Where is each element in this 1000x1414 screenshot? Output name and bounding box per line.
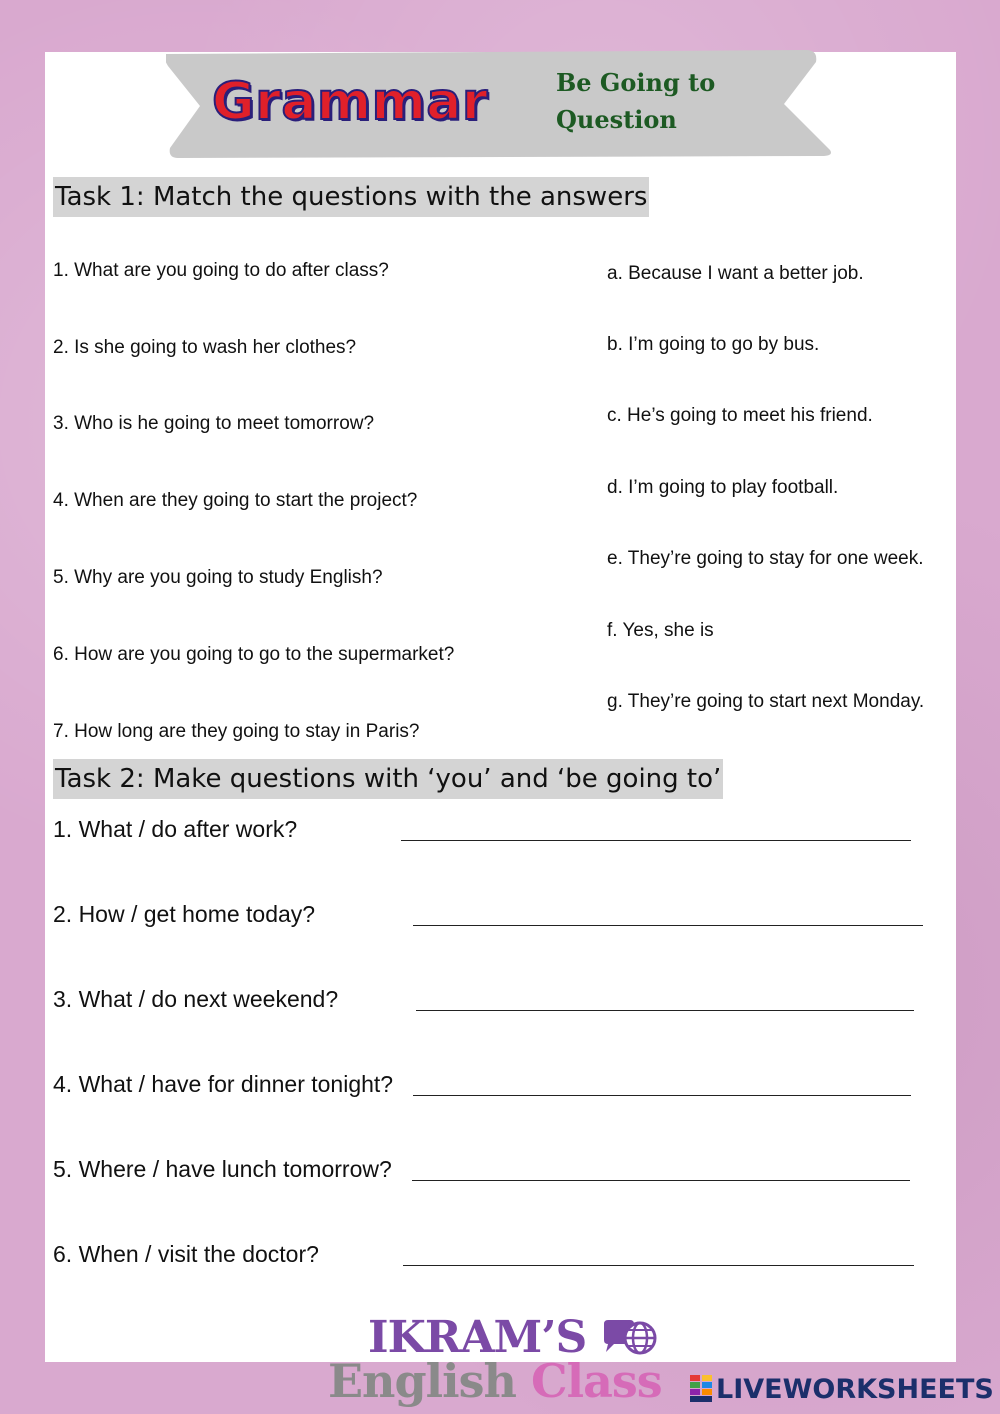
ikrams-english-class-logo bbox=[328, 1310, 668, 1410]
logo-english: English bbox=[328, 1354, 516, 1408]
logo-class: Class bbox=[530, 1354, 662, 1408]
task1-question: 7. How long are they going to stay in Paris? bbox=[53, 721, 420, 742]
task2-item: 4. What / have for dinner tonight? bbox=[53, 1071, 394, 1097]
page-subtitle bbox=[556, 64, 776, 138]
task1-answer: e. They’re going to stay for one week. bbox=[607, 548, 924, 569]
answer-line[interactable] bbox=[416, 1010, 914, 1011]
answer-line[interactable] bbox=[413, 925, 923, 926]
task1-question: 2. Is she going to wash her clothes? bbox=[53, 337, 357, 358]
answer-line[interactable] bbox=[413, 1095, 911, 1096]
task2-item: 5. Where / have lunch tomorrow? bbox=[53, 1156, 392, 1182]
task2-item: 3. What / do next weekend? bbox=[53, 986, 339, 1012]
task1-question: 6. How are you going to go to the supermarket? bbox=[53, 644, 455, 665]
task2-item: 6. When / visit the doctor? bbox=[53, 1241, 319, 1267]
task1-answer: g. They’re going to start next Monday. bbox=[607, 691, 925, 712]
logo-line-2 bbox=[328, 1354, 662, 1408]
task1-question: 3. Who is he going to meet tomorrow? bbox=[53, 413, 375, 434]
task1-answer: a. Because I want a better job. bbox=[607, 263, 864, 284]
liveworksheets-label: LIVEWORKSHEETS bbox=[716, 1373, 994, 1405]
task1-heading: Task 1: Match the questions with the answers bbox=[53, 177, 649, 217]
subtitle-line-1: Be Going to bbox=[556, 68, 716, 97]
answer-line[interactable] bbox=[403, 1265, 914, 1266]
page-title: Grammar bbox=[212, 72, 489, 132]
task1-answer: d. I’m going to play football. bbox=[607, 477, 839, 498]
answer-line[interactable] bbox=[412, 1180, 910, 1181]
subtitle-line-2: Question bbox=[556, 105, 677, 134]
task2-item: 2. How / get home today? bbox=[53, 901, 316, 927]
liveworksheets-brand[interactable] bbox=[690, 1372, 994, 1406]
task1-question: 4. When are they going to start the project? bbox=[53, 490, 418, 511]
task1-question: 5. Why are you going to study English? bbox=[53, 567, 383, 588]
task1-answer: f. Yes, she is bbox=[607, 620, 714, 641]
liveworksheets-icon bbox=[690, 1375, 712, 1403]
task2-heading: Task 2: Make questions with ‘you’ and ‘be going to’ bbox=[53, 759, 723, 799]
logo-line-1: IKRAM’S bbox=[368, 1312, 587, 1363]
task1-answer: b. I’m going to go by bus. bbox=[607, 334, 820, 355]
task1-answer: c. He’s going to meet his friend. bbox=[607, 405, 873, 426]
task2-item: 1. What / do after work? bbox=[53, 816, 298, 842]
task1-question: 1. What are you going to do after class? bbox=[53, 260, 389, 281]
answer-line[interactable] bbox=[401, 840, 911, 841]
